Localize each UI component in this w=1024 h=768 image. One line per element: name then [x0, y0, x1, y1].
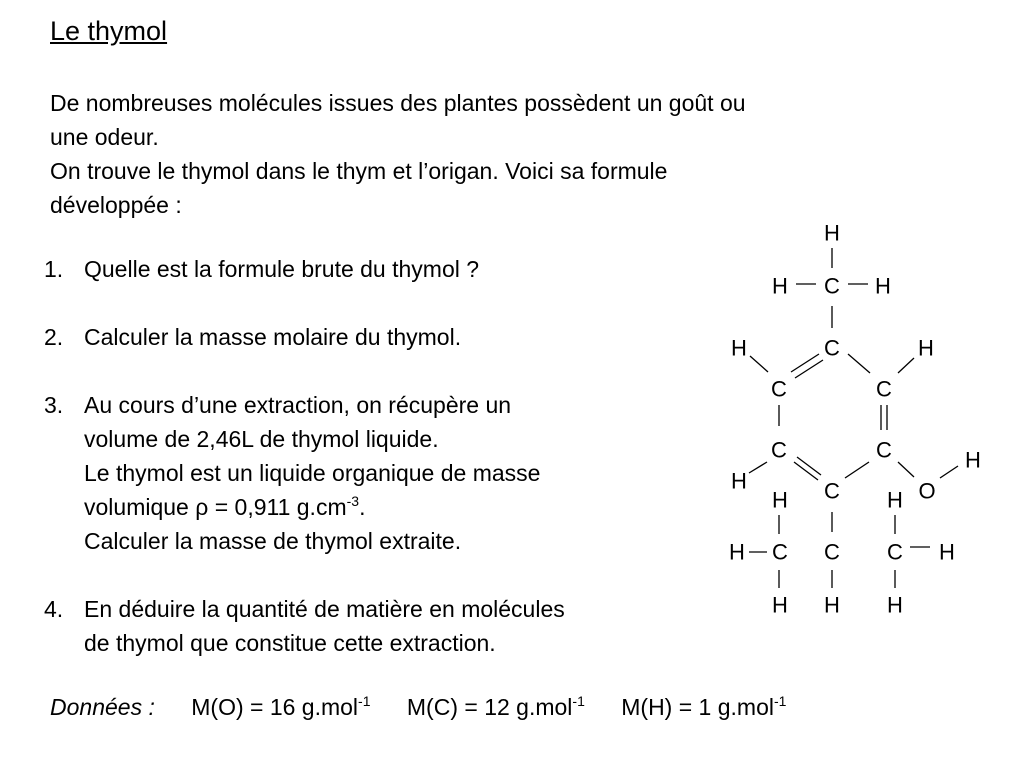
molar-mass-text: M(O) = 16 g.mol	[191, 694, 359, 720]
atom-hydrogen: H	[729, 539, 745, 565]
question-text: En déduire la quantité de matière en molécules	[84, 596, 565, 622]
question-text: Au cours d’une extraction, on récupère un	[84, 392, 512, 418]
data-label: Données :	[50, 694, 155, 720]
molar-mass-exponent: -1	[572, 693, 585, 709]
atom-carbon: C	[772, 539, 788, 565]
question-text: Le thymol est un liquide organique de masse	[84, 460, 541, 486]
atom-carbon: C	[771, 376, 787, 402]
bond	[845, 462, 869, 478]
atom-hydrogen: H	[772, 592, 788, 618]
intro-line: une odeur.	[50, 124, 159, 150]
atom-hydrogen: H	[772, 273, 788, 299]
page-title: Le thymol	[50, 16, 168, 46]
bond	[898, 358, 914, 373]
atom-carbon: C	[824, 273, 840, 299]
intro-line: De nombreuses molécules issues des plantes possèdent un goût ou	[50, 90, 746, 116]
question-number: 4.	[44, 596, 64, 622]
atom-carbon: C	[824, 478, 840, 504]
bond	[898, 462, 914, 477]
question-text: de thymol que constitue cette extraction.	[84, 630, 496, 656]
question-number: 2.	[44, 324, 64, 350]
density-text: volumique ρ = 0,911 g.cm	[84, 494, 347, 520]
question-text: Calculer la masse molaire du thymol.	[84, 324, 462, 350]
atom-carbon: C	[876, 376, 892, 402]
bond	[848, 354, 870, 373]
atom-hydrogen: H	[731, 335, 747, 361]
bonds	[749, 248, 958, 588]
atom-carbon: C	[876, 437, 892, 463]
molar-mass-exponent: -1	[773, 693, 787, 709]
double-bond	[791, 354, 819, 372]
double-bond	[794, 462, 818, 480]
atom-carbon: C	[824, 539, 840, 565]
atom-carbon: C	[887, 539, 903, 565]
intro-line: On trouve le thymol dans le thym et l’origan. Voici sa formule	[50, 158, 668, 184]
atom-hydrogen: H	[731, 468, 747, 494]
question-number: 3.	[44, 392, 64, 418]
atom-hydrogen: H	[939, 539, 955, 565]
bond	[750, 356, 768, 372]
question-text: Calculer la masse de thymol extraite.	[84, 528, 462, 554]
double-bond	[795, 360, 823, 378]
bond	[749, 462, 767, 473]
molar-mass-exponent: -1	[358, 693, 371, 709]
intro-line: développée :	[50, 192, 182, 218]
atom-hydrogen: H	[887, 592, 903, 618]
bond	[940, 466, 958, 478]
atom-hydrogen: H	[918, 335, 934, 361]
atom-carbon: C	[824, 335, 840, 361]
question-number: 1.	[44, 256, 64, 282]
molar-mass-text: M(C) = 12 g.mol	[406, 694, 573, 720]
atom-carbon: C	[771, 437, 787, 463]
question-text: Quelle est la formule brute du thymol ?	[84, 256, 480, 282]
atom-hydrogen: H	[887, 487, 903, 513]
question-text: volume de 2,46L de thymol liquide.	[84, 426, 439, 452]
molar-mass-text: M(H) = 1 g.mol	[621, 694, 774, 720]
atom-oxygen: O	[918, 478, 936, 504]
atoms	[729, 221, 981, 618]
double-bond	[797, 457, 821, 475]
atom-hydrogen: H	[824, 220, 840, 246]
atom-hydrogen: H	[965, 447, 981, 473]
atom-hydrogen: H	[875, 273, 891, 299]
atom-hydrogen: H	[772, 487, 788, 513]
density-end: .	[359, 494, 366, 520]
density-exponent: -3	[346, 493, 360, 509]
atom-hydrogen: H	[824, 592, 840, 618]
